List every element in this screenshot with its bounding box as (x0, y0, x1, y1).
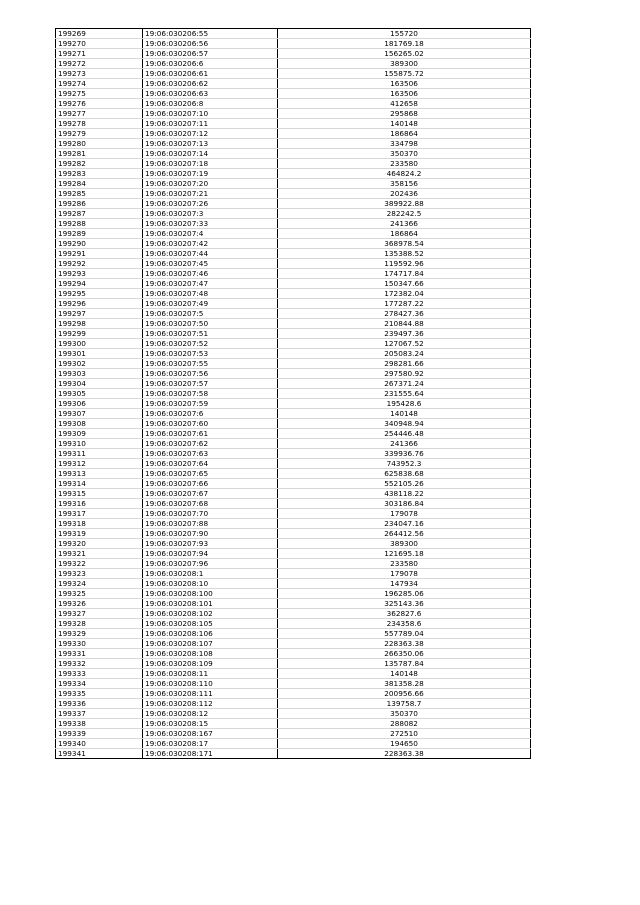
value-cell: 295868 (278, 109, 531, 119)
table-row (56, 739, 531, 749)
table-row (56, 109, 531, 119)
value-cell: 438118.22 (278, 489, 531, 499)
table-row (56, 609, 531, 619)
cadastral-number-cell: 19:06:030207:6 (143, 409, 278, 419)
value-cell: 368978.54 (278, 239, 531, 249)
row-number-cell: 199271 (56, 49, 143, 59)
row-number-cell: 199300 (56, 339, 143, 349)
table-row (56, 599, 531, 609)
value-cell: 121695.18 (278, 549, 531, 559)
table-row (56, 459, 531, 469)
value-cell: 234358.6 (278, 619, 531, 629)
table-row (56, 679, 531, 689)
row-number-cell: 199305 (56, 389, 143, 399)
cadastral-number-cell: 19:06:030208:101 (143, 599, 278, 609)
row-number-cell: 199269 (56, 29, 143, 39)
cadastral-number-cell: 19:06:030207:56 (143, 369, 278, 379)
value-cell: 174717.84 (278, 269, 531, 279)
cadastral-number-cell: 19:06:030208:110 (143, 679, 278, 689)
value-cell: 389300 (278, 59, 531, 69)
row-number-cell: 199270 (56, 39, 143, 49)
row-number-cell: 199288 (56, 219, 143, 229)
table-row (56, 479, 531, 489)
row-number-cell: 199281 (56, 149, 143, 159)
value-cell: 412658 (278, 99, 531, 109)
value-cell: 254446.48 (278, 429, 531, 439)
cadastral-number-cell: 19:06:030207:67 (143, 489, 278, 499)
value-cell: 340948.94 (278, 419, 531, 429)
row-number-cell: 199301 (56, 349, 143, 359)
row-number-cell: 199276 (56, 99, 143, 109)
cadastral-number-cell: 19:06:030206:61 (143, 69, 278, 79)
value-cell: 362827.6 (278, 609, 531, 619)
cadastral-number-cell: 19:06:030208:12 (143, 709, 278, 719)
value-cell: 200956.66 (278, 689, 531, 699)
cadastral-number-cell: 19:06:030208:106 (143, 629, 278, 639)
value-cell: 625838.68 (278, 469, 531, 479)
value-cell: 358156 (278, 179, 531, 189)
row-number-cell: 199311 (56, 449, 143, 459)
row-number-cell: 199333 (56, 669, 143, 679)
cadastral-number-cell: 19:06:030207:21 (143, 189, 278, 199)
value-cell: 350370 (278, 149, 531, 159)
row-number-cell: 199294 (56, 279, 143, 289)
cadastral-number-cell: 19:06:030207:52 (143, 339, 278, 349)
value-cell: 241366 (278, 219, 531, 229)
cadastral-number-cell: 19:06:030206:55 (143, 29, 278, 39)
row-number-cell: 199326 (56, 599, 143, 609)
row-number-cell: 199295 (56, 289, 143, 299)
value-cell: 181769.18 (278, 39, 531, 49)
row-number-cell: 199340 (56, 739, 143, 749)
value-cell: 228363.38 (278, 639, 531, 649)
table-row (56, 489, 531, 499)
table-row (56, 219, 531, 229)
table-row (56, 169, 531, 179)
cadastral-number-cell: 19:06:030207:4 (143, 229, 278, 239)
table-row (56, 659, 531, 669)
table-row (56, 59, 531, 69)
row-number-cell: 199331 (56, 649, 143, 659)
row-number-cell: 199304 (56, 379, 143, 389)
row-number-cell: 199308 (56, 419, 143, 429)
cadastral-number-cell: 19:06:030208:167 (143, 729, 278, 739)
table-row (56, 329, 531, 339)
row-number-cell: 199324 (56, 579, 143, 589)
table-row (56, 309, 531, 319)
table-row (56, 639, 531, 649)
value-cell: 139758.7 (278, 699, 531, 709)
value-cell: 389300 (278, 539, 531, 549)
row-number-cell: 199285 (56, 189, 143, 199)
table-row (56, 359, 531, 369)
row-number-cell: 199291 (56, 249, 143, 259)
row-number-cell: 199315 (56, 489, 143, 499)
table-row (56, 299, 531, 309)
value-cell: 264412.56 (278, 529, 531, 539)
row-number-cell: 199341 (56, 749, 143, 759)
row-number-cell: 199334 (56, 679, 143, 689)
table-row (56, 509, 531, 519)
row-number-cell: 199273 (56, 69, 143, 79)
row-number-cell: 199327 (56, 609, 143, 619)
table-row (56, 79, 531, 89)
table-row (56, 439, 531, 449)
table-row (56, 389, 531, 399)
cadastral-number-cell: 19:06:030207:70 (143, 509, 278, 519)
table-row (56, 239, 531, 249)
table-row (56, 419, 531, 429)
cadastral-number-cell: 19:06:030207:90 (143, 529, 278, 539)
value-cell: 241366 (278, 439, 531, 449)
cadastral-number-cell: 19:06:030207:11 (143, 119, 278, 129)
cadastral-number-cell: 19:06:030207:18 (143, 159, 278, 169)
row-number-cell: 199303 (56, 369, 143, 379)
value-cell: 205083.24 (278, 349, 531, 359)
row-number-cell: 199309 (56, 429, 143, 439)
value-cell: 339936.76 (278, 449, 531, 459)
row-number-cell: 199312 (56, 459, 143, 469)
table-row (56, 409, 531, 419)
row-number-cell: 199323 (56, 569, 143, 579)
cadastral-number-cell: 19:06:030207:60 (143, 419, 278, 429)
table-row (56, 429, 531, 439)
value-cell: 186864 (278, 229, 531, 239)
row-number-cell: 199290 (56, 239, 143, 249)
row-number-cell: 199272 (56, 59, 143, 69)
value-cell: 210844.88 (278, 319, 531, 329)
table-row (56, 149, 531, 159)
table-row (56, 399, 531, 409)
table-row (56, 349, 531, 359)
value-cell: 297580.92 (278, 369, 531, 379)
cadastral-number-cell: 19:06:030207:47 (143, 279, 278, 289)
value-cell: 272510 (278, 729, 531, 739)
table-row (56, 469, 531, 479)
cadastral-number-cell: 19:06:030207:42 (143, 239, 278, 249)
row-number-cell: 199317 (56, 509, 143, 519)
table-row (56, 339, 531, 349)
row-number-cell: 199293 (56, 269, 143, 279)
value-cell: 186864 (278, 129, 531, 139)
table-row (56, 139, 531, 149)
table-row (56, 449, 531, 459)
row-number-cell: 199337 (56, 709, 143, 719)
table-row (56, 39, 531, 49)
row-number-cell: 199287 (56, 209, 143, 219)
cadastral-number-cell: 19:06:030207:61 (143, 429, 278, 439)
cadastral-number-cell: 19:06:030207:55 (143, 359, 278, 369)
cadastral-number-cell: 19:06:030207:63 (143, 449, 278, 459)
cadastral-number-cell: 19:06:030208:1 (143, 569, 278, 579)
value-cell: 147934 (278, 579, 531, 589)
cadastral-number-cell: 19:06:030206:56 (143, 39, 278, 49)
cadastral-number-cell: 19:06:030207:96 (143, 559, 278, 569)
row-number-cell: 199298 (56, 319, 143, 329)
value-cell: 179078 (278, 509, 531, 519)
value-cell: 233580 (278, 559, 531, 569)
table-row (56, 569, 531, 579)
row-number-cell: 199319 (56, 529, 143, 539)
table-row (56, 249, 531, 259)
row-number-cell: 199321 (56, 549, 143, 559)
cadastral-number-cell: 19:06:030206:8 (143, 99, 278, 109)
row-number-cell: 199283 (56, 169, 143, 179)
value-cell: 127067.52 (278, 339, 531, 349)
table-row (56, 689, 531, 699)
cadastral-number-cell: 19:06:030207:93 (143, 539, 278, 549)
row-number-cell: 199279 (56, 129, 143, 139)
data-table (55, 28, 531, 759)
cadastral-number-cell: 19:06:030208:17 (143, 739, 278, 749)
table-row (56, 539, 531, 549)
cadastral-number-cell: 19:06:030207:65 (143, 469, 278, 479)
row-number-cell: 199314 (56, 479, 143, 489)
table-row (56, 709, 531, 719)
value-cell: 135787.84 (278, 659, 531, 669)
value-cell: 282242.5 (278, 209, 531, 219)
value-cell: 389922.88 (278, 199, 531, 209)
cadastral-number-cell: 19:06:030206:6 (143, 59, 278, 69)
cadastral-number-cell: 19:06:030207:58 (143, 389, 278, 399)
table-row (56, 749, 531, 759)
value-cell: 140148 (278, 669, 531, 679)
cadastral-number-cell: 19:06:030208:15 (143, 719, 278, 729)
table-row (56, 49, 531, 59)
row-number-cell: 199329 (56, 629, 143, 639)
table-row (56, 29, 531, 39)
cadastral-number-cell: 19:06:030208:10 (143, 579, 278, 589)
row-number-cell: 199299 (56, 329, 143, 339)
cadastral-number-cell: 19:06:030207:12 (143, 129, 278, 139)
row-number-cell: 199292 (56, 259, 143, 269)
value-cell: 381358.28 (278, 679, 531, 689)
row-number-cell: 199278 (56, 119, 143, 129)
value-cell: 163506 (278, 79, 531, 89)
table-row (56, 179, 531, 189)
value-cell: 278427.36 (278, 309, 531, 319)
value-cell: 303186.84 (278, 499, 531, 509)
cadastral-number-cell: 19:06:030207:46 (143, 269, 278, 279)
cadastral-number-cell: 19:06:030207:94 (143, 549, 278, 559)
table-row (56, 699, 531, 709)
table-row (56, 129, 531, 139)
value-cell: 156265.02 (278, 49, 531, 59)
value-cell: 350370 (278, 709, 531, 719)
value-cell: 163506 (278, 89, 531, 99)
cadastral-number-cell: 19:06:030206:57 (143, 49, 278, 59)
row-number-cell: 199296 (56, 299, 143, 309)
cadastral-number-cell: 19:06:030208:171 (143, 749, 278, 759)
value-cell: 140148 (278, 409, 531, 419)
cadastral-number-cell: 19:06:030207:49 (143, 299, 278, 309)
row-number-cell: 199282 (56, 159, 143, 169)
cadastral-number-cell: 19:06:030208:100 (143, 589, 278, 599)
table-row (56, 729, 531, 739)
value-cell: 234047.16 (278, 519, 531, 529)
table-row (56, 669, 531, 679)
value-cell: 150347.66 (278, 279, 531, 289)
cadastral-number-cell: 19:06:030207:48 (143, 289, 278, 299)
table-row (56, 119, 531, 129)
row-number-cell: 199280 (56, 139, 143, 149)
cadastral-number-cell: 19:06:030206:62 (143, 79, 278, 89)
table-row (56, 209, 531, 219)
table-row (56, 289, 531, 299)
row-number-cell: 199275 (56, 89, 143, 99)
value-cell: 552105.26 (278, 479, 531, 489)
table-row (56, 629, 531, 639)
table-row (56, 229, 531, 239)
table-row (56, 559, 531, 569)
table-row (56, 279, 531, 289)
value-cell: 177287.22 (278, 299, 531, 309)
table-row (56, 189, 531, 199)
row-number-cell: 199328 (56, 619, 143, 629)
row-number-cell: 199297 (56, 309, 143, 319)
cadastral-number-cell: 19:06:030208:109 (143, 659, 278, 669)
value-cell: 334798 (278, 139, 531, 149)
value-cell: 267371.24 (278, 379, 531, 389)
row-number-cell: 199302 (56, 359, 143, 369)
value-cell: 239497.36 (278, 329, 531, 339)
row-number-cell: 199274 (56, 79, 143, 89)
row-number-cell: 199322 (56, 559, 143, 569)
cadastral-number-cell: 19:06:030207:10 (143, 109, 278, 119)
value-cell: 464824.2 (278, 169, 531, 179)
table-row (56, 89, 531, 99)
cadastral-number-cell: 19:06:030206:63 (143, 89, 278, 99)
table-row (56, 269, 531, 279)
table-row (56, 549, 531, 559)
value-cell: 743952.3 (278, 459, 531, 469)
row-number-cell: 199339 (56, 729, 143, 739)
cadastral-number-cell: 19:06:030207:19 (143, 169, 278, 179)
row-number-cell: 199286 (56, 199, 143, 209)
table-row (56, 259, 531, 269)
cadastral-number-cell: 19:06:030208:105 (143, 619, 278, 629)
cadastral-number-cell: 19:06:030207:53 (143, 349, 278, 359)
cadastral-number-cell: 19:06:030208:111 (143, 689, 278, 699)
cadastral-number-cell: 19:06:030207:14 (143, 149, 278, 159)
value-cell: 172382.04 (278, 289, 531, 299)
value-cell: 325143.36 (278, 599, 531, 609)
table-row (56, 199, 531, 209)
row-number-cell: 199310 (56, 439, 143, 449)
cadastral-number-cell: 19:06:030207:62 (143, 439, 278, 449)
value-cell: 140148 (278, 119, 531, 129)
cadastral-number-cell: 19:06:030207:50 (143, 319, 278, 329)
value-cell: 557789.04 (278, 629, 531, 639)
table-row (56, 369, 531, 379)
table-row (56, 619, 531, 629)
table-row (56, 379, 531, 389)
table-row (56, 69, 531, 79)
cadastral-number-cell: 19:06:030207:68 (143, 499, 278, 509)
row-number-cell: 199306 (56, 399, 143, 409)
value-cell: 155875.72 (278, 69, 531, 79)
row-number-cell: 199318 (56, 519, 143, 529)
cadastral-number-cell: 19:06:030208:107 (143, 639, 278, 649)
cadastral-number-cell: 19:06:030207:64 (143, 459, 278, 469)
value-cell: 298281.66 (278, 359, 531, 369)
cadastral-number-cell: 19:06:030207:44 (143, 249, 278, 259)
cadastral-number-cell: 19:06:030207:3 (143, 209, 278, 219)
row-number-cell: 199277 (56, 109, 143, 119)
cadastral-number-cell: 19:06:030207:51 (143, 329, 278, 339)
cadastral-number-cell: 19:06:030207:59 (143, 399, 278, 409)
value-cell: 155720 (278, 29, 531, 39)
table-row (56, 529, 531, 539)
value-cell: 288082 (278, 719, 531, 729)
value-cell: 194650 (278, 739, 531, 749)
table-row (56, 589, 531, 599)
row-number-cell: 199330 (56, 639, 143, 649)
cadastral-number-cell: 19:06:030207:5 (143, 309, 278, 319)
cadastral-number-cell: 19:06:030207:33 (143, 219, 278, 229)
value-cell: 233580 (278, 159, 531, 169)
value-cell: 231555.64 (278, 389, 531, 399)
row-number-cell: 199325 (56, 589, 143, 599)
cadastral-number-cell: 19:06:030208:108 (143, 649, 278, 659)
row-number-cell: 199307 (56, 409, 143, 419)
row-number-cell: 199335 (56, 689, 143, 699)
table-row (56, 499, 531, 509)
value-cell: 119592.96 (278, 259, 531, 269)
cadastral-number-cell: 19:06:030207:20 (143, 179, 278, 189)
cadastral-number-cell: 19:06:030208:102 (143, 609, 278, 619)
value-cell: 228363.38 (278, 749, 531, 759)
row-number-cell: 199336 (56, 699, 143, 709)
row-number-cell: 199332 (56, 659, 143, 669)
row-number-cell: 199338 (56, 719, 143, 729)
value-cell: 266350.06 (278, 649, 531, 659)
row-number-cell: 199289 (56, 229, 143, 239)
cadastral-number-cell: 19:06:030207:66 (143, 479, 278, 489)
table-row (56, 579, 531, 589)
value-cell: 202436 (278, 189, 531, 199)
table-row (56, 159, 531, 169)
table-row (56, 519, 531, 529)
value-cell: 135388.52 (278, 249, 531, 259)
cadastral-number-cell: 19:06:030207:57 (143, 379, 278, 389)
cadastral-number-cell: 19:06:030208:11 (143, 669, 278, 679)
row-number-cell: 199313 (56, 469, 143, 479)
table-row (56, 319, 531, 329)
cadastral-number-cell: 19:06:030208:112 (143, 699, 278, 709)
cadastral-number-cell: 19:06:030207:88 (143, 519, 278, 529)
cadastral-number-cell: 19:06:030207:45 (143, 259, 278, 269)
table-row (56, 719, 531, 729)
row-number-cell: 199316 (56, 499, 143, 509)
row-number-cell: 199320 (56, 539, 143, 549)
table-row (56, 649, 531, 659)
cadastral-number-cell: 19:06:030207:13 (143, 139, 278, 149)
table-row (56, 99, 531, 109)
value-cell: 195428.6 (278, 399, 531, 409)
cadastral-number-cell: 19:06:030207:26 (143, 199, 278, 209)
value-cell: 179078 (278, 569, 531, 579)
row-number-cell: 199284 (56, 179, 143, 189)
table-body (56, 29, 531, 759)
value-cell: 196285.06 (278, 589, 531, 599)
